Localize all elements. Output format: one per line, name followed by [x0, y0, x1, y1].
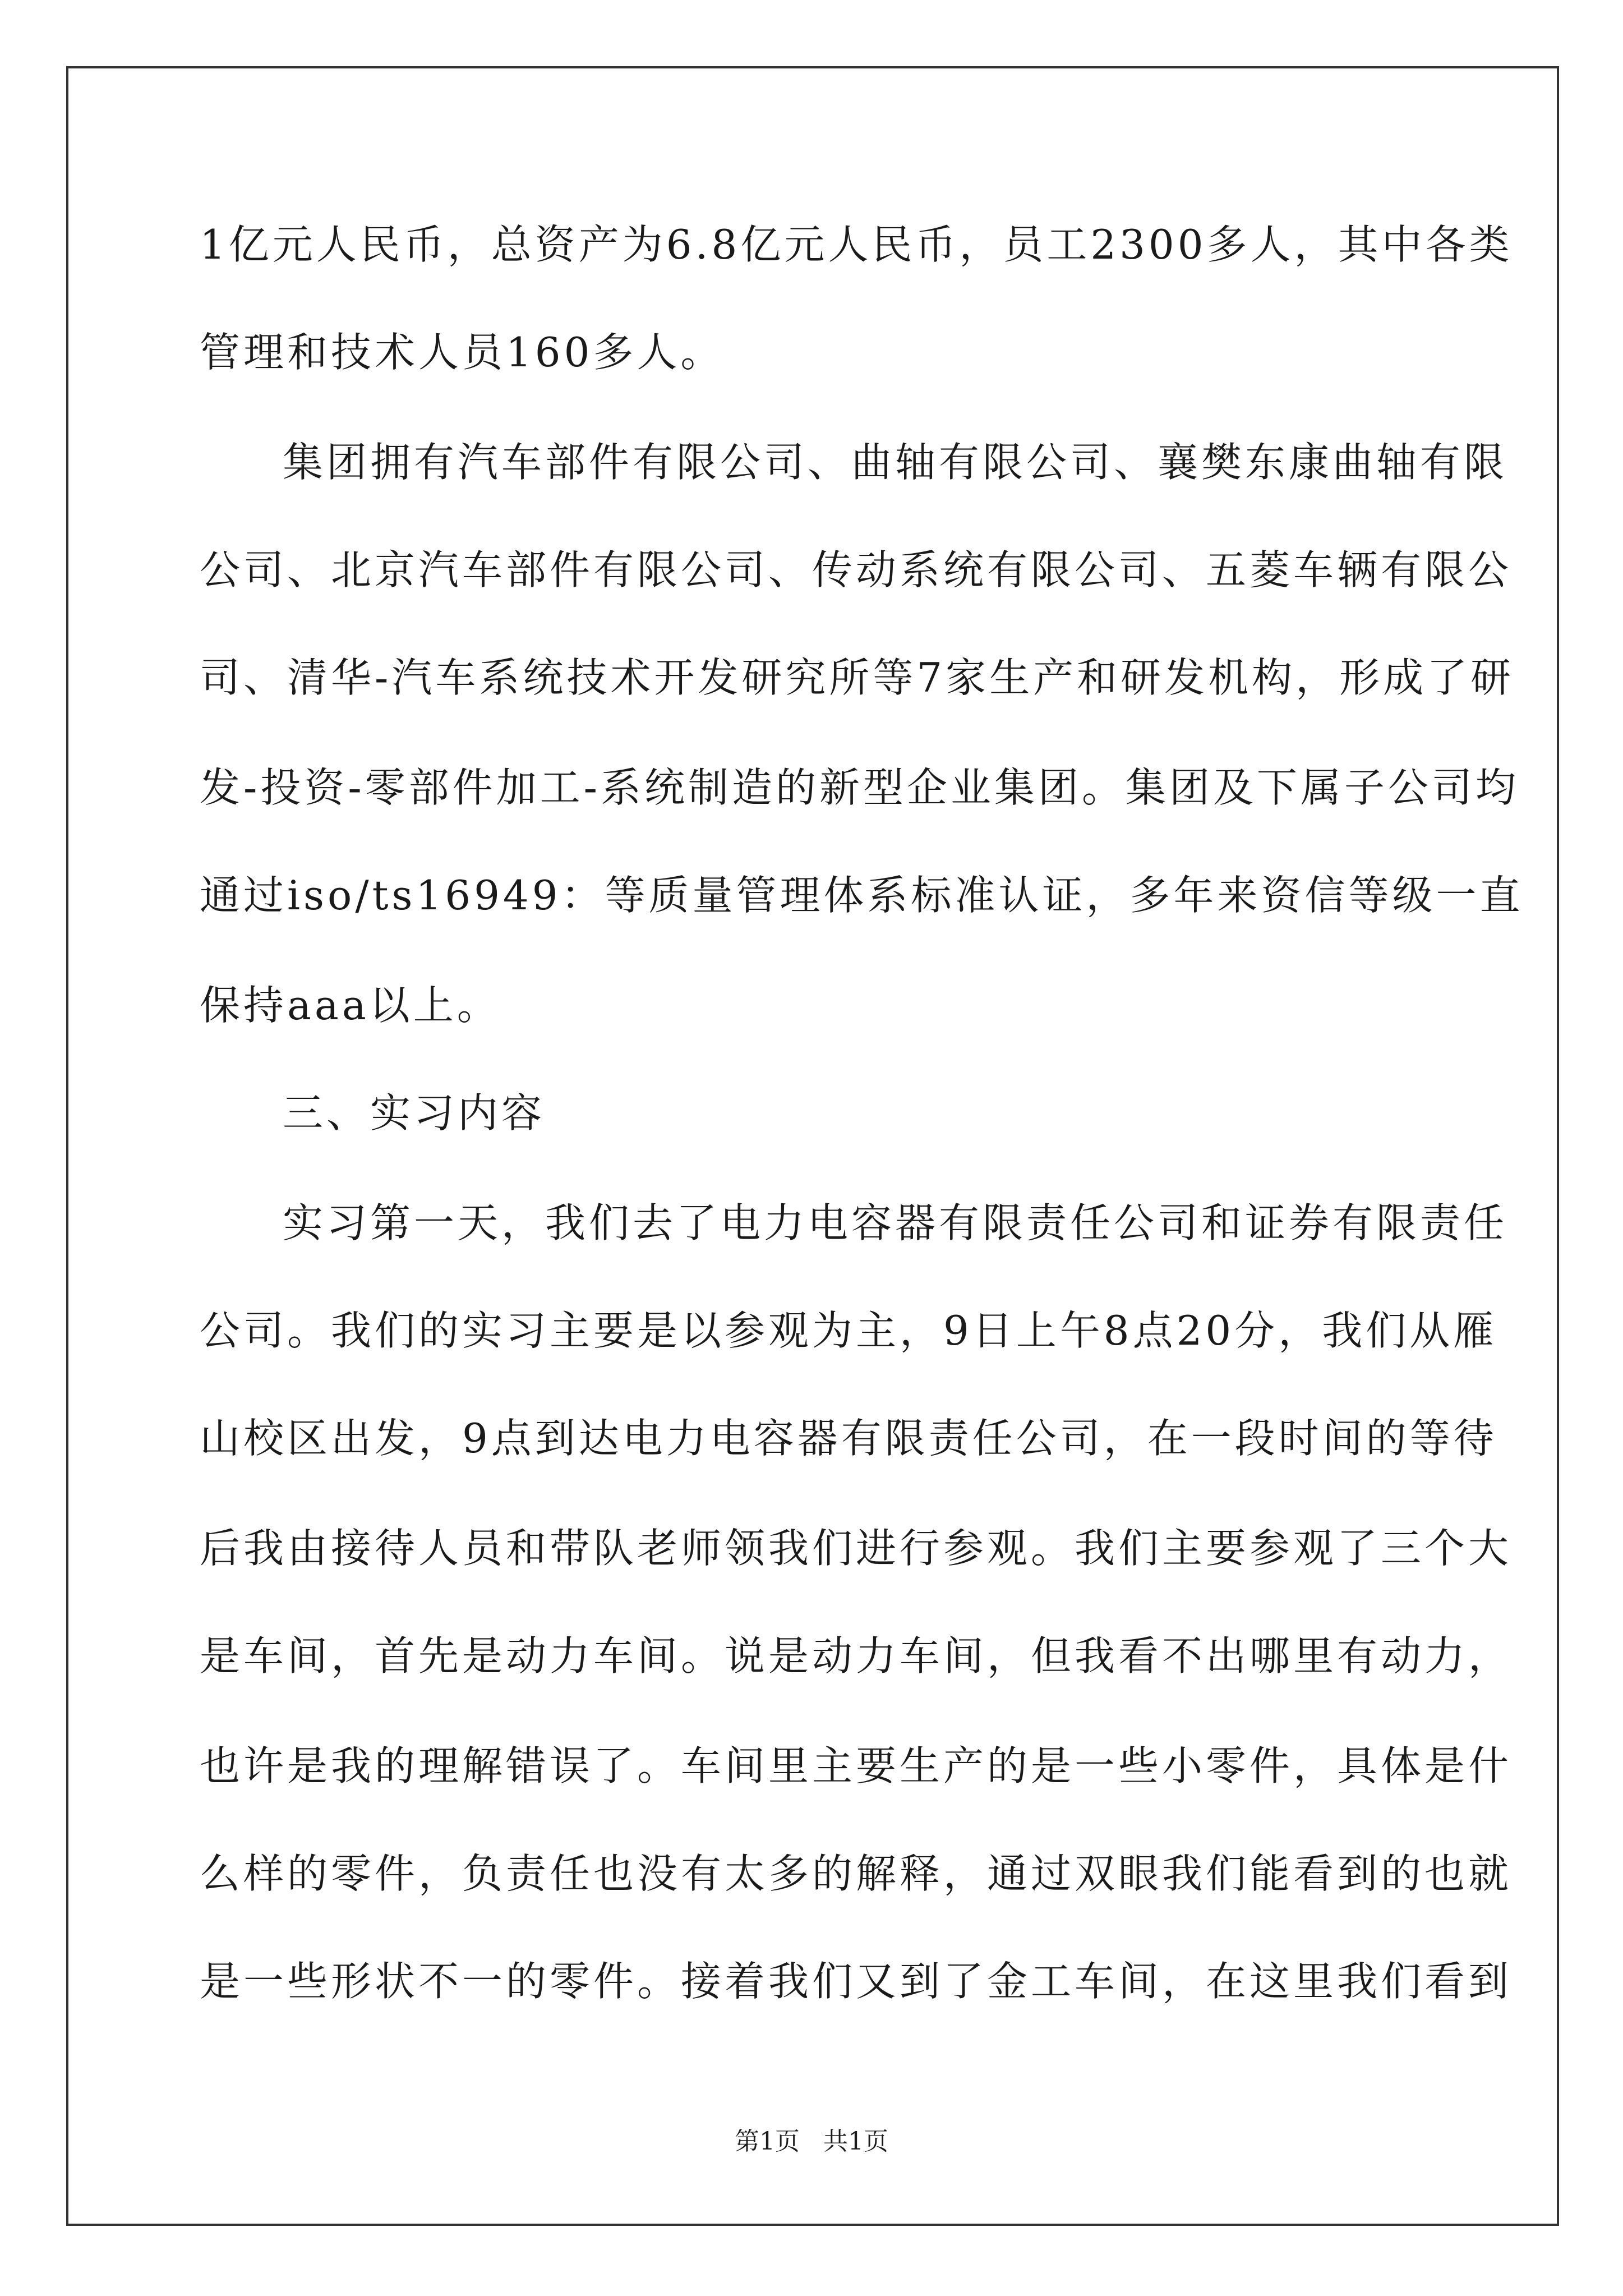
- page-footer: 第1页 共1页: [735, 2127, 888, 2156]
- text-line: 发-投资-零部件加工-系统制造的新型企业集团。集团及下属子公司均: [200, 764, 1519, 811]
- text-line: 是车间，首先是动力车间。说是动力车间，但我看不出哪里有动力，: [200, 1632, 1513, 1680]
- text-line: 是一些形状不一的零件。接着我们又到了金工车间，在这里我们看到: [200, 1958, 1513, 2005]
- text-line: 1亿元人民币，总资产为6.8亿元人民币，员工2300多人，其中各类: [200, 221, 1513, 268]
- text-line: 山校区出发，9点到达电力电容器有限责任公司，在一段时间的等待: [200, 1415, 1497, 1462]
- text-line: 保持aaa以上。: [200, 982, 501, 1029]
- text-line: 实习第一天，我们去了电力电容器有限责任公司和证券有限责任: [283, 1199, 1508, 1246]
- text-line: 集团拥有汽车部件有限公司、曲轴有限公司、襄樊东康曲轴有限: [283, 439, 1508, 486]
- text-line: 公司。我们的实习主要是以参观为主，9日上午8点20分，我们从雁: [200, 1307, 1497, 1354]
- section-heading: 三、实习内容: [283, 1089, 546, 1137]
- text-line: 管理和技术人员160多人。: [200, 329, 725, 376]
- text-line: 通过iso/ts16949：等质量管理体系标准认证，多年来资信等级一直: [200, 872, 1524, 919]
- text-line: 司、清华-汽车系统技术开发研究所等7家生产和研发机构，形成了研: [200, 654, 1515, 701]
- text-line: 么样的零件，负责任也没有太多的解释，通过双眼我们能看到的也就: [200, 1850, 1513, 1897]
- text-line: 公司、北京汽车部件有限公司、传动系统有限公司、五菱车辆有限公: [200, 546, 1513, 593]
- page-border: [66, 66, 1559, 2226]
- text-line: 也许是我的理解错误了。车间里主要生产的是一些小零件，具体是什: [200, 1742, 1513, 1789]
- text-line: 后我由接待人员和带队老师领我们进行参观。我们主要参观了三个大: [200, 1525, 1513, 1572]
